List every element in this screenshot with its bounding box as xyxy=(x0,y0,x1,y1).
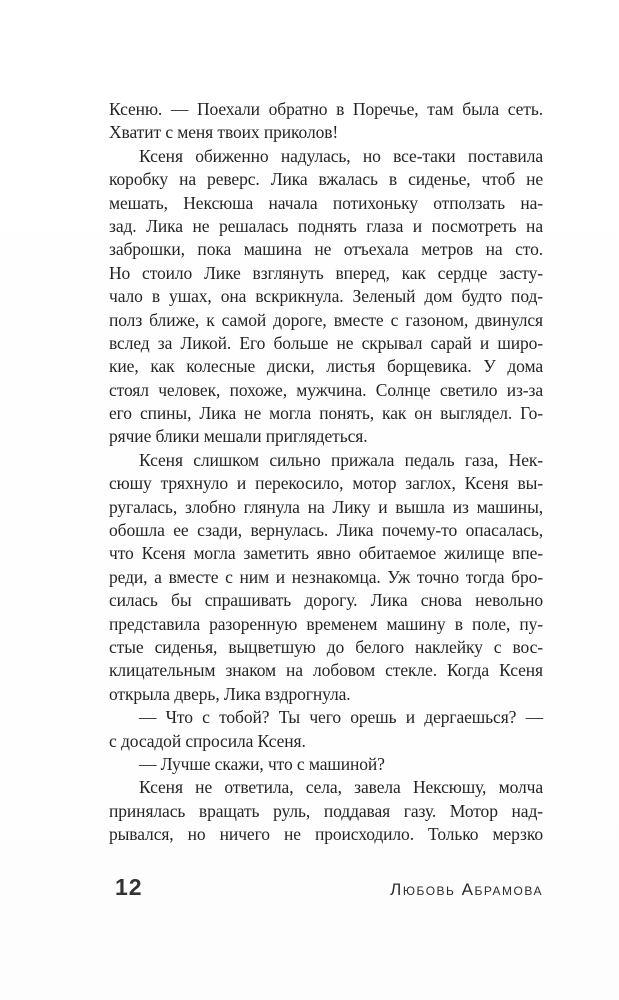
text-line: Но стоило Лике взглянуть вперед, как сердце засту- xyxy=(109,262,543,283)
text-line: его спины, Лика не могла понять, как он выглядел. Го- xyxy=(109,403,543,424)
text-line: зад. Лика не решалась поднять глаза и посмотреть на xyxy=(109,215,543,236)
text-line: стоял человек, похоже, мужчина. Солнце светило из-за xyxy=(109,379,543,400)
text-line: Ксеня слишком сильно прижала педаль газа, Нек- xyxy=(139,449,543,470)
text-line: открыла дверь, Лика вздрогнула. xyxy=(109,683,351,704)
text-line: коробку на реверс. Лика вжалась в сиденье, чтоб не xyxy=(109,169,543,190)
text-line: Ксеня обиженно надулась, но все-таки поставила xyxy=(139,145,543,166)
text-line: рячие блики мешали приглядеться. xyxy=(109,426,368,447)
text-line: полз ближе, к самой дороге, вместе с газоном, двинулся xyxy=(109,309,543,330)
page-footer xyxy=(109,874,543,901)
text-line: Ксеня не ответила, села, завела Нексюшу, молча xyxy=(139,777,543,798)
text-line: чало в ушах, она вскрикнула. Зеленый дом будто под- xyxy=(109,286,543,307)
text-line: рывался, но ничего не происходило. Только мерзко xyxy=(109,824,543,845)
text-line: силась бы спрашивать дорогу. Лика снова невольно xyxy=(109,590,543,611)
text-line: кие, как колесные диски, листья борщевика. У дома xyxy=(109,356,543,377)
text-line: ругалась, злобно глянула на Лику и вышла из машины, xyxy=(109,496,543,517)
text-line: стые сиденья, выцветшую до белого наклейку с вос- xyxy=(109,636,543,657)
text-line: Хватит с меня твоих приколов! xyxy=(109,122,339,143)
text-line: представила разоренную временем машину в поле, пу- xyxy=(109,613,543,634)
text-line: — Лучше скажи, что с машиной? xyxy=(139,753,385,774)
text-line: заброшки, пока машина не отъехала метров на сто. xyxy=(109,239,543,260)
text-line: Ксеню. — Поехали обратно в Поречье, там была сеть. xyxy=(109,99,543,119)
text-line: — Что с тобой? Ты чего орешь и дергаешься? — xyxy=(139,707,543,728)
text-block xyxy=(109,98,543,847)
text-line: мешать, Нексюша начала потихоньку отползать на- xyxy=(109,192,543,213)
text-line: принялась вращать руль, поддавая газу. Мотор над- xyxy=(109,800,543,821)
text-line: что Ксеня могла заметить явно обитаемое жилище впе- xyxy=(109,543,543,564)
text-line: клицательным знаком на лобовом стекле. Когда Ксеня xyxy=(109,660,543,681)
text-line: реди, а вместе с ним и незнакомца. Уж точно тогда бро- xyxy=(109,566,543,587)
page-number: 12 xyxy=(115,874,143,900)
text-line: вслед за Ликой. Его больше не скрывал сарай и широ- xyxy=(109,332,543,353)
text-line: обошла ее сзади, вернулась. Лика почему-то опасалась, xyxy=(109,520,543,541)
author-name: Любовь Абрамова xyxy=(390,880,543,899)
text-line: с досадой спросила Ксеня. xyxy=(109,730,306,751)
text-line: сюшу тряхнуло и перекосило, мотор заглох, Ксеня вы- xyxy=(109,473,543,494)
